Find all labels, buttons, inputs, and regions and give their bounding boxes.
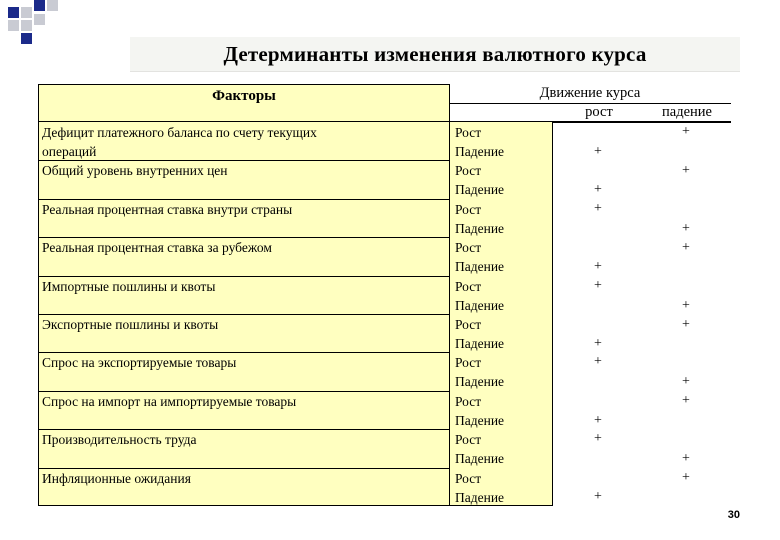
direction-label: Падение	[455, 298, 505, 313]
decor-square	[8, 20, 19, 31]
plus-mark: +	[682, 240, 690, 255]
plus-mark: +	[682, 124, 690, 139]
direction-label: Падение	[455, 451, 505, 466]
direction-label: Рост	[455, 202, 482, 217]
plus-mark: +	[682, 221, 690, 236]
plus-mark: +	[594, 201, 602, 216]
direction-label: Падение	[455, 413, 505, 428]
direction-label: Падение	[455, 490, 505, 505]
header-movement: Движение курса	[539, 85, 641, 101]
direction-label: Падение	[455, 374, 505, 389]
plus-mark: +	[594, 489, 602, 504]
page-number: 30	[727, 509, 740, 521]
decor-square	[34, 14, 45, 25]
plus-mark: +	[682, 317, 690, 332]
direction-label: Рост	[455, 471, 482, 486]
factor-label: Импортные пошлины и квоты	[42, 279, 216, 294]
direction-label: Рост	[455, 355, 482, 370]
factor-label: Дефицит платежного баланса по счету текущих	[42, 125, 317, 140]
factor-label: Реальная процентная ставка внутри страны	[42, 202, 293, 217]
direction-label: Рост	[455, 317, 482, 332]
factor-label: Спрос на экспортируемые товары	[42, 355, 237, 370]
direction-label: Рост	[455, 240, 482, 255]
decor-square	[21, 7, 32, 18]
plus-mark: +	[594, 259, 602, 274]
direction-label: Падение	[455, 259, 505, 274]
plus-mark: +	[682, 298, 690, 313]
header-fall: падение	[662, 104, 712, 120]
decor-square	[8, 7, 19, 18]
header-growth: рост	[585, 104, 613, 120]
factor-label: Спрос на импорт на импортируемые товары	[42, 394, 297, 409]
factor-label: Реальная процентная ставка за рубежом	[42, 240, 272, 255]
title-bar	[130, 37, 740, 72]
plus-mark: +	[682, 163, 690, 178]
decor-square	[21, 33, 32, 44]
direction-label: Рост	[455, 279, 482, 294]
factor-label: Инфляционные ожидания	[42, 471, 191, 486]
plus-mark: +	[594, 431, 602, 446]
direction-label: Падение	[455, 182, 505, 197]
plus-mark: +	[682, 470, 690, 485]
plus-mark: +	[682, 374, 690, 389]
direction-label: Падение	[455, 221, 505, 236]
decor-square	[21, 20, 32, 31]
direction-label: Падение	[455, 144, 505, 159]
plus-mark: +	[594, 278, 602, 293]
factor-label: Производительность труда	[42, 432, 197, 447]
plus-mark: +	[682, 393, 690, 408]
direction-label: Рост	[455, 432, 482, 447]
header-factors: Факторы	[38, 84, 450, 122]
plus-mark: +	[682, 451, 690, 466]
slide-title: Детерминанты изменения валютного курса	[223, 42, 647, 66]
factor-label: Экспортные пошлины и квоты	[42, 317, 219, 332]
decor-square	[34, 0, 45, 11]
direction-label: Падение	[455, 336, 505, 351]
plus-mark: +	[594, 413, 602, 428]
decor-square	[47, 0, 58, 11]
direction-label: Рост	[455, 394, 482, 409]
plus-mark: +	[594, 354, 602, 369]
factor-label: операций	[42, 144, 97, 159]
plus-mark: +	[594, 144, 602, 159]
plus-mark: +	[594, 336, 602, 351]
plus-mark: +	[594, 182, 602, 197]
factor-label: Общий уровень внутренних цен	[42, 163, 228, 178]
direction-label: Рост	[455, 125, 482, 140]
direction-label: Рост	[455, 163, 482, 178]
